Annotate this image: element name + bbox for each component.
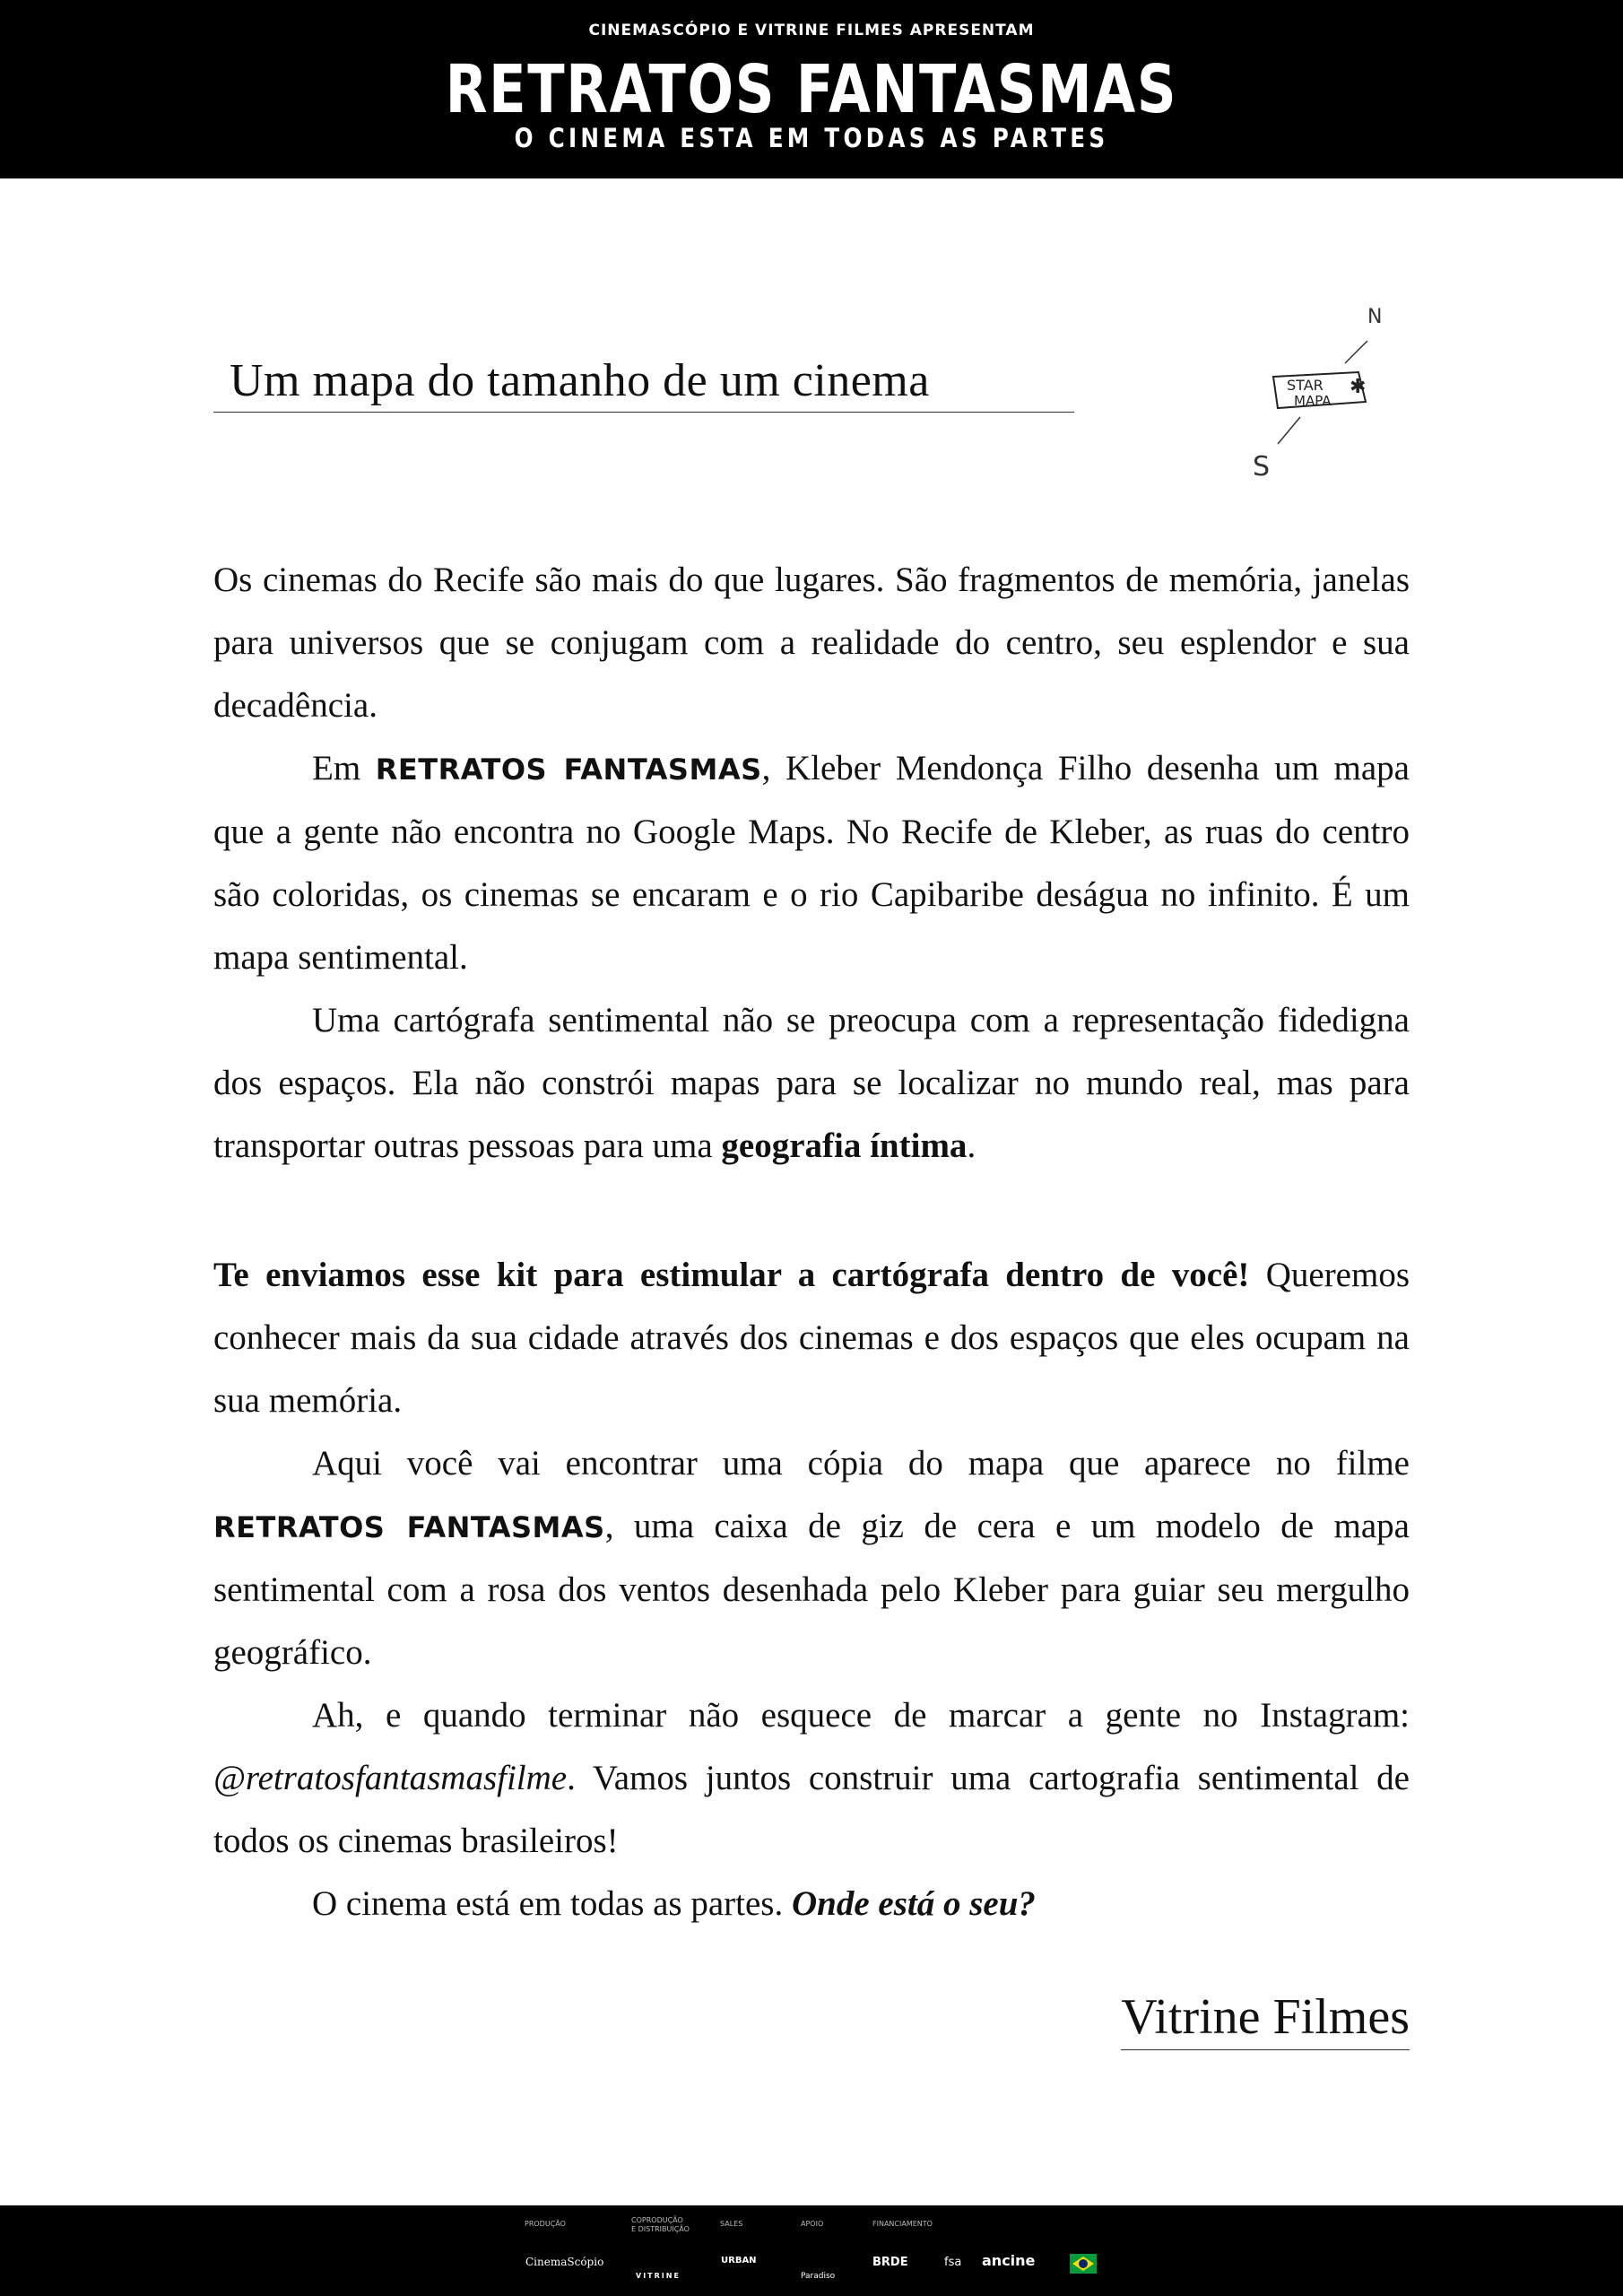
footer-credits (0, 2205, 1623, 2296)
logo-fsa: fsa (944, 2256, 962, 2269)
paragraph-7: O cinema está em todas as partes. Onde está o seu? (312, 1884, 1036, 1923)
credit-label-producao: PRODUÇÃO (525, 2220, 566, 2228)
closing-question: Onde está o seu? (791, 1884, 1036, 1923)
instagram-handle: @retratosfantasmasfilme (213, 1759, 568, 1797)
compass-star-label: STAR (1287, 377, 1324, 394)
compass-sketch-icon (1233, 296, 1430, 493)
paragraph-1: Os cinemas do Recife são mais do que lugares. São fragmentos de memória, janelas para universos que se conjugam com a realidade do centro, seu esplendor e sua decadência. (213, 561, 1410, 725)
compass-south-label: S (1253, 451, 1271, 483)
credit-label-financiamento: FINANCIAMENTO (872, 2220, 933, 2228)
page-heading: Um mapa do tamanho de um cinema (213, 354, 1074, 413)
logo-brde: BRDE (872, 2256, 908, 2269)
paragraph-5: Aqui você vai encontrar uma cópia do mapa que aparece no filme RETRATOS FANTASMAS, uma caixa de giz de cera e um modelo de mapa sentimental com a rosa dos ventos desenhada pelo Kleber para guiar seu mergulho geográfico. (213, 1444, 1410, 1672)
film-title-inline: RETRATOS FANTASMAS (213, 1510, 605, 1544)
credit-label-coproducao: COPRODUÇÃO E DISTRIBUIÇÃO (631, 2216, 690, 2233)
paragraph-6: Ah, e quando terminar não esquece de marcar a gente no Instagram: @retratosfantasmasfilme. Vamos juntos construir uma cartografia sentimental de todos os cinemas brasileiros! (213, 1696, 1410, 1860)
credit-label-apoio: APOIO (801, 2220, 824, 2228)
svg-text:✱: ✱ (1350, 376, 1367, 398)
presents-line: CINEMASCÓPIO E VITRINE FILMES APRESENTAM (588, 22, 1035, 39)
film-title-inline: RETRATOS FANTASMAS (375, 752, 762, 787)
emphasis-geografia: geografia íntima (721, 1126, 968, 1165)
logo-cinemascopio: CinemaScópio (525, 2256, 604, 2268)
paragraph-4: Te enviamos esse kit para estimular a cartógrafa dentro de você! Queremos conhecer mais da sua cidade através dos cinemas e dos espaços que eles ocupam na sua memória. (213, 1256, 1410, 1420)
compass-north-label: N (1367, 306, 1383, 328)
paragraph-2: Em RETRATOS FANTASMAS, Kleber Mendonça Filho desenha um mapa que a gente não encontra no Google Maps. No Recife de Kleber, as ruas do centro são coloridas, os cinemas se encaram e o rio Capibaribe deságua no infinito. É um mapa sentimental. (213, 749, 1410, 977)
logo-vitrine: VITRINE (636, 2272, 681, 2280)
header-band (0, 0, 1623, 178)
brazil-flag-icon (1070, 2254, 1097, 2274)
body-text-block-2 (213, 1244, 1410, 1935)
emphasis-kit: Te enviamos esse kit para estimular a cartógrafa dentro de você! (213, 1256, 1250, 1294)
logo-paradiso: Paradiso (801, 2272, 836, 2281)
logo-ancine: ancine (982, 2252, 1036, 2269)
credit-label-sales: SALES (720, 2220, 743, 2228)
compass-mapa-label: MAPA (1294, 393, 1332, 409)
paragraph-3: Uma cartógrafa sentimental não se preocupa com a representação fidedigna dos espaços. Ela não constrói mapas para se localizar no mundo real, mas para transportar outras pessoas para uma geografia íntima. (213, 1001, 1410, 1165)
film-tagline: O CINEMA ESTA EM TODAS AS PARTES (514, 123, 1109, 153)
signature: Vitrine Filmes (1121, 1987, 1410, 2050)
film-title: RETRATOS FANTASMAS (445, 51, 1178, 128)
body-text-block-1 (213, 549, 1410, 1178)
logo-urban: URBAN (721, 2256, 757, 2266)
